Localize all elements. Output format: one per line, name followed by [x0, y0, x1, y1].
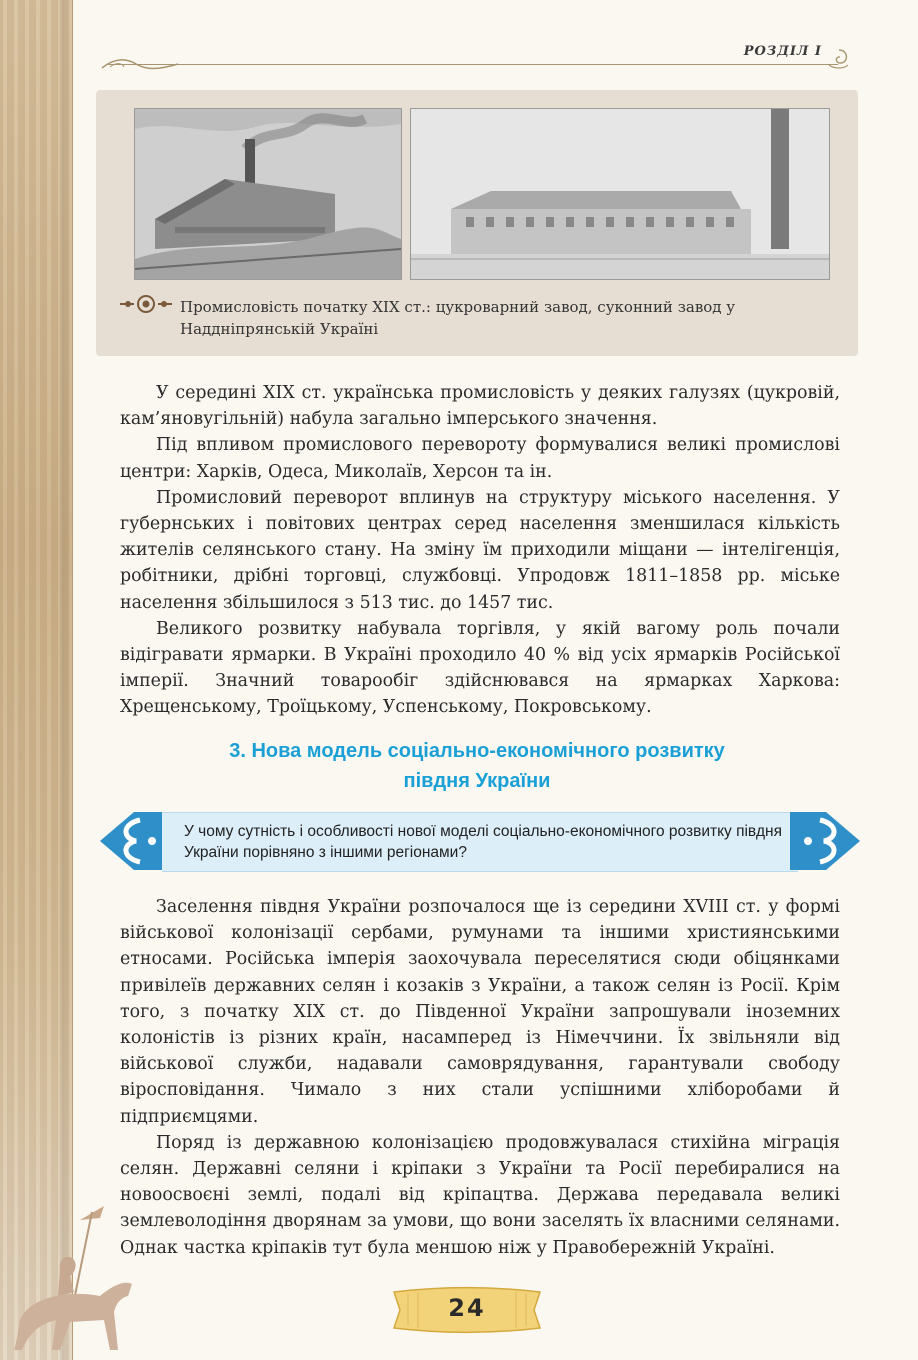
page-number: 24 — [448, 1294, 486, 1322]
sugar-factory-illustration — [135, 109, 401, 279]
paragraph: Під впливом промислового перевороту формувалися великі промислові центри: Харків, Одеса, Миколаїв, Херсон та ін. — [120, 435, 840, 482]
question-banner — [100, 810, 860, 872]
paragraph: Поряд із державною колонізацією продовжувалася стихійна міграція селян. Державні селяни і кріпаки з України та Росії перебиралися на новоосвоєні землі, подалі від кріпацтва. Держава передавала великі землеволодіння дворянам за умови, що вони заселять їх власними селянами. Однак частка кріпаків тут була меншою ніж у Правобережній Україні. — [120, 1132, 840, 1258]
ornament-icon — [118, 294, 174, 314]
sugar-factory-photo — [134, 108, 402, 280]
paragraph: Великого розвитку набувала торгівля, у якій вагому роль почали відігравати ярмарки. В Україні проходило 40 % від усіх ярмарків Російської імперії. Значний товарообіг здійснювався на ярмарках Харкова: Хрещенському, Троїцькому, Успенському, Покровському. — [120, 618, 840, 718]
right-ornament-icon — [790, 810, 860, 872]
question-text: У чому сутність і особливості нової моделі соціально-економічного розвитку півдня України порівняно з іншими регіонами? — [184, 823, 782, 861]
cloth-factory-illustration — [411, 109, 829, 279]
swirl-icon — [826, 46, 852, 72]
paragraph: Заселення півдня України розпочалося ще із середини XVIII ст. у формі військової колонізації сербами, румунами та іншими християнськими етносами. Російська імперія заохочувала переселятися сюди обіцянками привілеїв державних селян і козаків з України, а також селян із Росії. Крім того, з початку XIX ст. до Південної України запрошували іноземних колоністів із різних країн, насамперед із Німеччини. Їх звільняли від військової служби, надавали самоврядування, гарантували свободу віросповідання. Чимало з них стали успішними хліборобами й підприємцями. — [120, 897, 840, 1127]
section-heading-line2: півдня України — [403, 770, 551, 792]
figure-panel — [96, 90, 858, 356]
figure-caption: Промисловість початку ХІХ ст.: цукроварний завод, суконний завод у Наддніпрянській Україні — [180, 298, 736, 338]
section-heading-line1: 3. Нова модель соціально-економічного розвитку — [229, 740, 725, 762]
question-box — [162, 812, 798, 872]
paragraph: У середині ХІХ ст. українська промисловість у деяких галузях (цукровій, кам’яновугільній) набула загально імперського значення. — [120, 383, 840, 430]
page-number-scroll — [384, 1284, 550, 1336]
paragraph: Промисловий переворот вплинув на структуру міського населення. У губернських і повітових центрах серед населення зменшилася кількість жителів селянського стану. На зміну їм приходили міщани — інтелігенція, робітники, дрібні торговці, службовці. Упродовж 1811–1858 рр. міське населення збільшилося з 513 тис. до 1457 тис. — [120, 487, 840, 613]
header-flourish-icon — [100, 56, 180, 74]
wood-margin — [0, 0, 73, 1360]
header-rule — [108, 64, 838, 65]
cossack-rider-icon — [0, 1200, 150, 1360]
text-block-top — [120, 380, 840, 721]
left-ornament-icon — [100, 810, 170, 872]
text-block-bottom — [120, 894, 840, 1261]
cloth-factory-photo — [410, 108, 830, 280]
section-label: РОЗДІЛ І — [743, 44, 822, 59]
section-heading — [96, 736, 858, 796]
